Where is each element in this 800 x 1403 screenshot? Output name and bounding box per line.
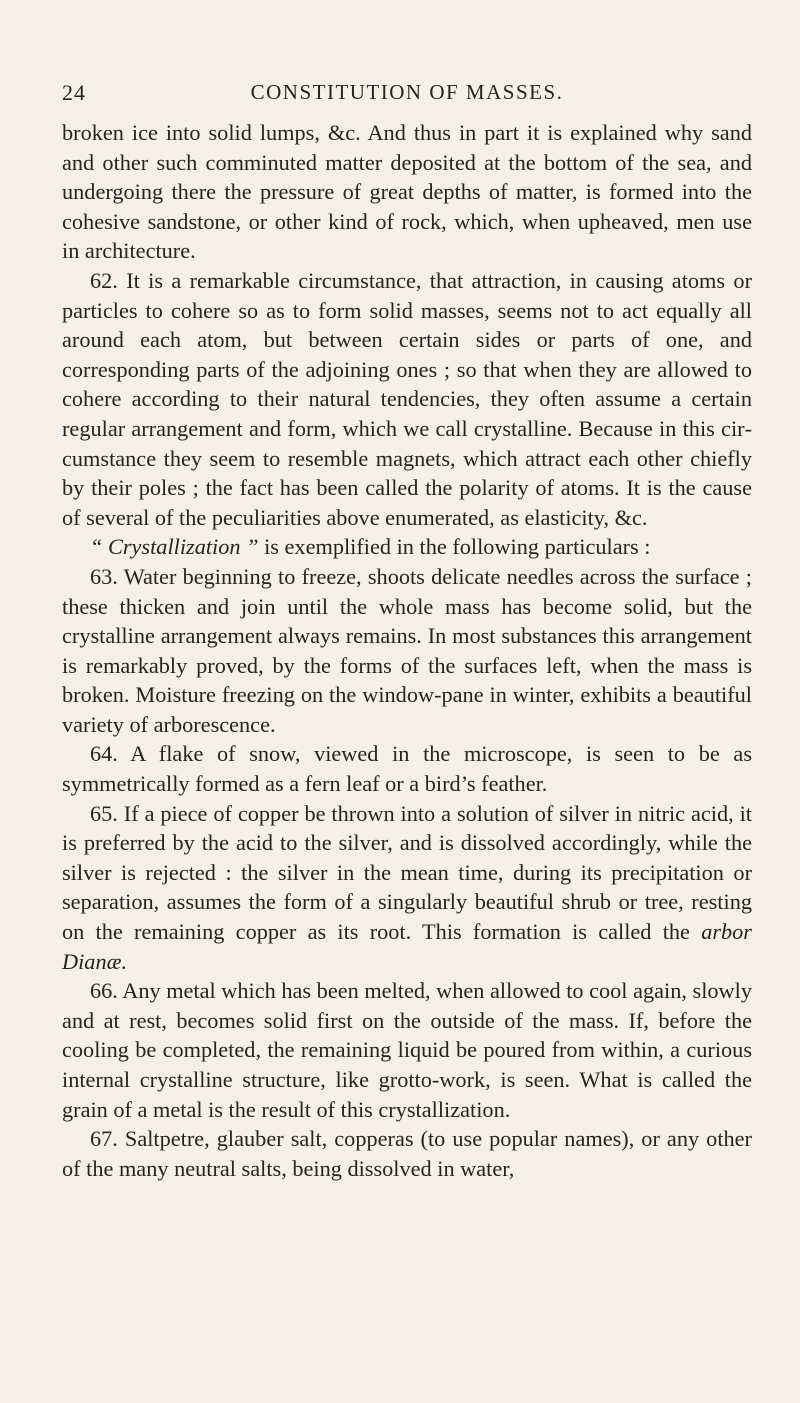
arbor-dianae-term: arbor Dianæ. <box>62 919 752 974</box>
crystallization-term: “ Crystallization ” <box>90 534 259 560</box>
paragraph-crystallization <box>62 532 752 562</box>
paragraph-62: 62. It is a remarkable circumstance, that attraction, in causing atoms or particles to cohere so as to form solid masses, seems not to act equally all around each atom, but between certain sides or parts of one, and corresponding parts of the adjoining ones ; so that when they are allowed to cohere according to their natural tendencies, they often assume a certain regular arrangement and form, which we call crystalline. Because in this circumstance they seem to resemble magnets, which attract each other chiefly by their poles ; the fact has been called the polarity of atoms. It is the cause of several of the peculiarities above enumerated, as elasticity, &c. <box>62 267 752 530</box>
paragraph-continued: broken ice into solid lumps, &c. And thus in part it is explained why sand and other such comminuted matter deposited at the bottom of the sea, and undergoing there the pressure of great depths of matter, is formed into the cohesive sandstone, or other kind of rock, which, when upheaved, men use in architecture. <box>62 120 752 264</box>
page-header <box>62 80 752 116</box>
paragraph-63: 63. Water beginning to freeze, shoots delicate needles across the surface ; these thicken and join until the whole mass has become solid, but the crystalline arrangement always remains. In most substances this arrangement is remarkably proved, by the forms of the surfaces left, when the mass is broken. Moisture freezing on the window-pane in winter, exhibits a beautiful variety of arborescence. <box>62 563 752 737</box>
paragraph-66: 66. Any metal which has been melted, when allowed to cool again, slowly and at rest, becomes solid first on the outside of the mass. If, before the cooling be completed, the remaining liquid be poured from within, a curious internal crystalline structure, like grotto-work, is seen. What is called the grain of a metal is the result of this crystallization. <box>62 978 752 1122</box>
body-text <box>62 118 752 1183</box>
page-number: 24 <box>62 80 86 105</box>
paragraph-67: 67. Saltpetre, glauber salt, copperas (to use popular names), or any other of the many neutral salts, being dissolved in water, <box>62 1126 752 1181</box>
paragraph-65-text: 65. If a piece of copper be thrown into a solution of silver in nitric acid, it is preferred by the acid to the silver, and is dissolved accordingly, while the silver is rejected : the silver in the mean time, during its precipitation or separation, assumes the form of a singularly beautiful shrub or tree, resting on the remaining copper as its root. This formation is called the <box>62 800 752 945</box>
crystallization-rest: is exemplified in the following particulars : <box>258 534 651 560</box>
paragraph-65 <box>62 799 752 977</box>
paragraph-64: 64. A flake of snow, viewed in the microscope, is seen to be as symmetrically formed as a fern leaf or a bird’s feather. <box>62 741 752 797</box>
running-title: CONSTITUTION OF MASSES. <box>250 80 564 104</box>
